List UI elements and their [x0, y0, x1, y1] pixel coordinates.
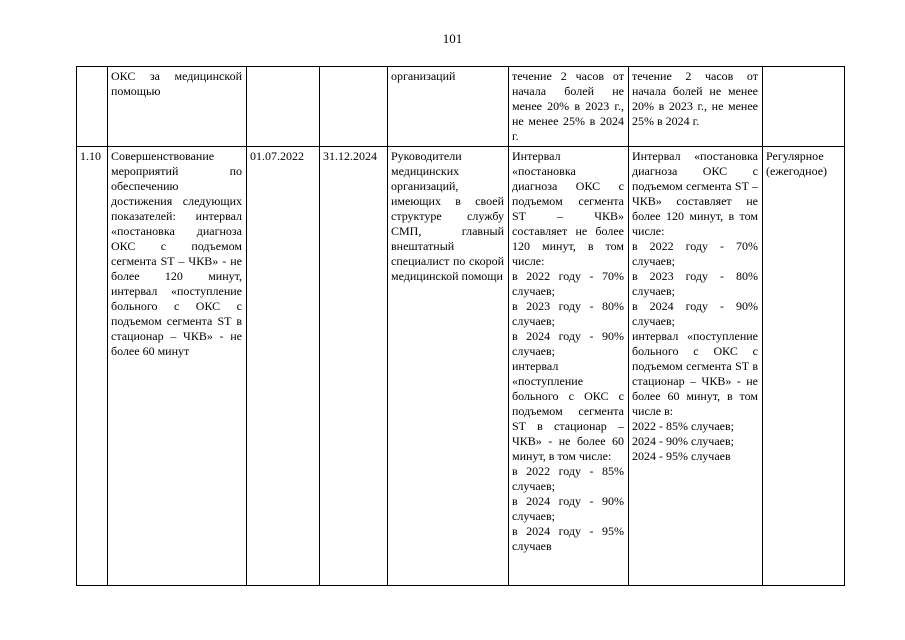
cell-start-date: 01.07.2022 — [247, 147, 320, 586]
cell-indicator-result — [629, 67, 763, 147]
indicator-line: в 2024 году - 90% случаев; — [512, 494, 624, 523]
table-row — [77, 67, 845, 147]
indicator-line: в 2022 году - 85% случаев; — [512, 464, 624, 493]
measures-table — [76, 66, 845, 586]
indicator-line: Интервал «постановка диагноза ОКС с подъемом сегмента ST – ЧКВ» составляет не более 120 минут, в том числе: — [632, 149, 758, 238]
indicator-line: 2024 - 95% случаев — [632, 449, 731, 463]
table-row — [77, 147, 845, 586]
cell-measure: ОКС за медицинской помощью — [108, 67, 247, 147]
indicator-line: в 2024 году - 90% случаев; — [512, 329, 624, 358]
cell-responsible: Руководители медицинских организаций, имеющих в своей структуре службу СМП, главный внештатный специалист по скорой медицинской помощи — [388, 147, 509, 586]
indicator-line: в 2023 году - 80% случаев; — [632, 269, 758, 298]
indicator-line: 2022 - 85% случаев; — [632, 419, 734, 433]
cell-end-date: 31.12.2024 — [320, 147, 388, 586]
indicator-line: в 2024 году - 95% случаев — [512, 524, 624, 553]
cell-start-date — [247, 67, 320, 147]
cell-frequency: Регулярное (ежегодное) — [763, 147, 845, 586]
cell-measure: Совершенствование мероприятий по обеспечению достижения следующих показателей: интервал «постановка диагноза ОКС с подъемом сегмента ST – ЧКВ» - не более 120 минут, интервал «поступление больного с ОКС с подъемом сегмента ST в стационар – ЧКВ» - не более 60 минут — [108, 147, 247, 586]
cell-number — [77, 67, 108, 147]
indicator-line: Интервал «постановка диагноза ОКС с подъемом сегмента ST – ЧКВ» составляет не более 120 минут, в том числе: — [512, 149, 624, 268]
page-number: 101 — [442, 31, 463, 46]
indicator-line: течение 2 часов от начала болей не менее 20% в 2023 г., не менее 25% в 2024 г. — [512, 69, 624, 143]
cell-indicator-result — [629, 147, 763, 586]
indicator-line: интервал «поступление больного с ОКС с подъемом сегмента ST в стационар – ЧКВ» - не более 60 минут, в том числе в: — [632, 329, 758, 418]
cell-end-date — [320, 67, 388, 147]
indicator-line: в 2022 году - 70% случаев; — [632, 239, 758, 268]
cell-indicator — [509, 67, 629, 147]
indicator-line: в 2024 году - 90% случаев; — [632, 299, 758, 328]
cell-indicator — [509, 147, 629, 586]
cell-responsible: организаций — [388, 67, 509, 147]
indicator-line: 2024 - 90% случаев; — [632, 434, 734, 448]
indicator-line: течение 2 часов от начала болей не менее 20% в 2023 г., не менее 25% в 2024 г. — [632, 69, 758, 128]
indicator-line: в 2022 году - 70% случаев; — [512, 269, 624, 298]
indicator-line: интервал «поступление больного с ОКС с подъемом сегмента ST в стационар – ЧКВ» - не более 60 минут, в том числе: — [512, 359, 624, 463]
cell-frequency — [763, 67, 845, 147]
cell-number: 1.10 — [77, 147, 108, 586]
indicator-line: в 2023 году - 80% случаев; — [512, 299, 624, 328]
